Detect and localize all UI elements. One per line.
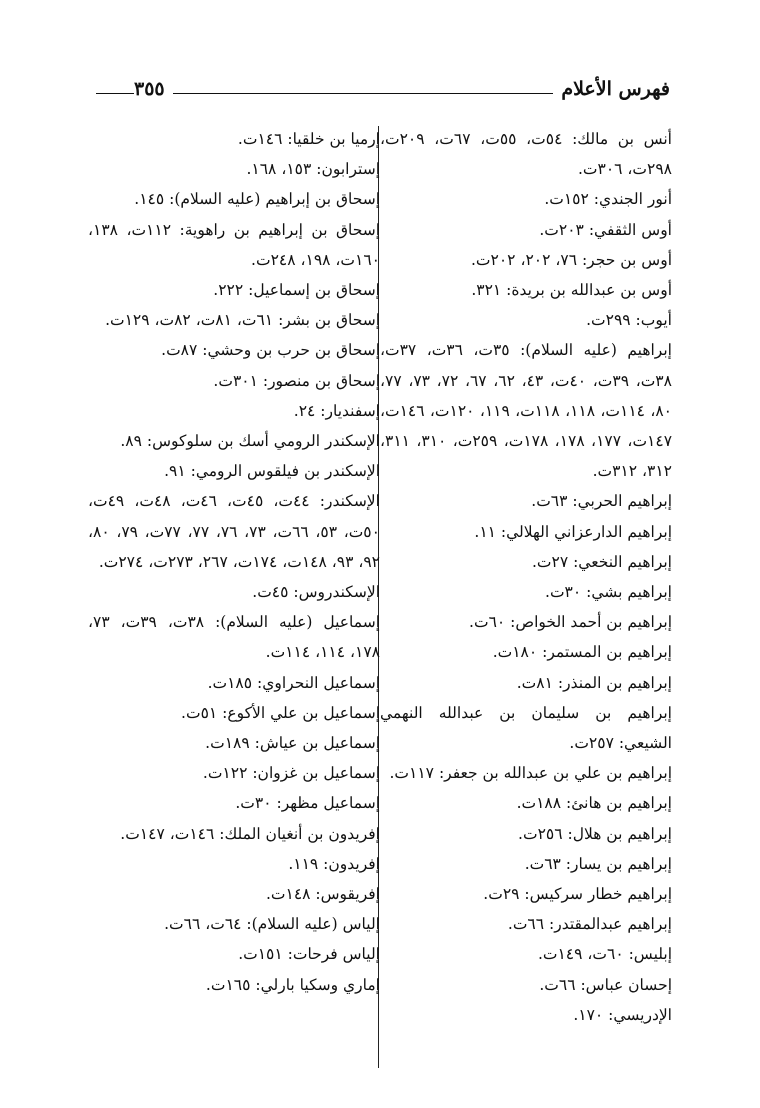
index-entry: إبراهيم بن هلال: ٢٥٦ت. xyxy=(518,824,672,843)
index-entry: إماري وسكيا بارلي: ١٦٥ت. xyxy=(205,975,380,994)
index-entry: إلياس (عليه السلام): ٦٤ت، ٦٦ت. xyxy=(164,915,380,934)
index-entry: أوس بن حجر: ٧٦، ٢٠٢، ٢٠٢ت. xyxy=(471,250,672,269)
index-entry: إرميا بن خلقيا: ١٤٦ت. xyxy=(237,130,380,148)
index-entry: أنس بن مالك: ٥٤ت، ٥٥ت، ٦٧ت، ٢٠٩ت، ٢٩٨ت، ٣٠٦ت. xyxy=(380,130,672,179)
index-entry: إبراهيم الدارعزاني الهلالي: ١١. xyxy=(474,522,672,541)
index-entry: إبراهيم بشي: ٣٠ت. xyxy=(545,583,672,602)
index-entry: إبراهيم (عليه السلام): ٣٥ت، ٣٦ت، ٣٧ت، ٣٨ت، ٣٩ت، ٤٠ت، ٤٣، ٦٢، ٦٧، ٧٢، ٧٣، ٧٧، ٨٠، ١١٤ت، ١١٨، ١١٨ت، ١١٩، ١٢٠ت، ١٤٦ت، ١٤٧ت، ١٧٧، ١٧٨، ١٧٨ت، ٢٥٩ت، ٣١٠، ٣١١، ٣١٢، ٣١٢ت. xyxy=(380,341,673,481)
index-entry: أنور الجندي: ١٥٢ت. xyxy=(544,190,672,209)
index-entry: إبراهيم بن سليمان بن عبدالله النهمي الشيعي: ٢٥٧ت. xyxy=(380,703,672,753)
index-entry: إبراهيم الحربي: ٦٣ت. xyxy=(531,492,672,511)
index-entry: إسماعيل بن عياش: ١٨٩ت. xyxy=(205,734,380,753)
index-entry: إبراهيم عبدالمقتدر: ٦٦ت. xyxy=(507,915,672,934)
index-entry: إلياس فرحات: ١٥١ت. xyxy=(238,945,380,964)
index-entry: إسماعيل بن غزوان: ١٢٢ت. xyxy=(202,764,380,783)
index-entry: إبراهيم بن المنذر: ٨١ت. xyxy=(516,673,672,692)
index-entry: إسحاق بن منصور: ٣٠١ت. xyxy=(213,371,380,390)
index-entry: إفريدون: ١١٩. xyxy=(288,854,380,873)
index-entry: إسفنديار: ٢٤. xyxy=(293,401,380,420)
index-entry: إسحاق بن إبراهيم (عليه السلام): ١٤٥. xyxy=(134,190,380,209)
index-entry: إسماعيل مظهر: ٣٠ت. xyxy=(235,794,380,813)
index-entry: إحسان عباس: ٦٦ت. xyxy=(539,975,672,994)
index-entry: أوس بن عبدالله بن بريدة: ٣٢١. xyxy=(471,281,672,300)
index-entry: إسترابون: ١٥٣، ١٦٨. xyxy=(246,160,380,179)
index-entry: إسحاق بن بشر: ٦١ت، ٨١ت، ٨٢ت، ١٢٩ت. xyxy=(105,311,380,330)
index-entry: إسماعيل بن علي الأكوع: ٥١ت. xyxy=(181,703,380,722)
index-column-right xyxy=(380,124,672,1030)
index-entry: إفريقوس: ١٤٨ت. xyxy=(265,885,380,904)
index-entry: إبراهيم خطار سركيس: ٢٩ت. xyxy=(483,885,672,904)
index-entry: الإسكندر الرومي أسك بن سلوكوس: ٨٩. xyxy=(120,432,380,451)
index-entry: الإسكندروس: ٤٥ت. xyxy=(252,583,380,602)
header-rule xyxy=(173,93,554,94)
index-entry: إبراهيم بن هانئ: ١٨٨ت. xyxy=(516,794,672,813)
index-entry: أوس الثقفي: ٢٠٣ت. xyxy=(539,220,672,239)
index-entry: إفريدون بن أنغيان الملك: ١٤٦ت، ١٤٧ت. xyxy=(120,824,380,843)
index-entry: أيوب: ٢٩٩ت. xyxy=(586,311,672,330)
index-column-left xyxy=(88,124,380,1000)
page-header xyxy=(88,66,670,106)
index-entry: إسحاق بن إسماعيل: ٢٢٢. xyxy=(213,281,380,300)
index-entry: الإسكندر: ٤٤ت، ٤٥ت، ٤٦ت، ٤٨ت، ٤٩ت، ٥٠ت، ٥٣، ٦٦ت، ٧٣، ٧٦، ٧٧، ٧٧ت، ٧٩، ٨٠، ٩٢، ٩٣، ١٤٨ت، ١٧٤ت، ٢٦٧، ٢٧٣ت، ٢٧٤ت. xyxy=(88,492,380,571)
index-entry: إبراهيم بن المستمر: ١٨٠ت. xyxy=(492,643,672,662)
index-entry: الإدريسي: ١٧٠. xyxy=(573,1005,672,1024)
index-entry: إسحاق بن إبراهيم بن راهوية: ١١٢ت، ١٣٨، ١٦٠ت، ١٩٨، ٢٤٨ت. xyxy=(88,220,380,269)
page-number: ٣٥٥ xyxy=(134,78,165,100)
index-entry: إبراهيم بن يسار: ٦٣ت. xyxy=(524,854,672,873)
index-entry: إبراهيم بن علي بن عبدالله بن جعفر: ١١٧ت. xyxy=(389,764,672,783)
index-entry: إسماعيل النحراوي: ١٨٥ت. xyxy=(207,673,380,692)
index-entry: إبراهيم النخعي: ٢٧ت. xyxy=(531,552,672,571)
header-dash xyxy=(96,93,134,94)
index-entry: الإسكندر بن فيلقوس الرومي: ٩١. xyxy=(164,462,380,481)
index-entry: إبراهيم بن أحمد الخواص: ٦٠ت. xyxy=(469,613,672,632)
index-entry: إبليس: ٦٠ت، ١٤٩ت. xyxy=(537,945,672,964)
index-entry: إسماعيل (عليه السلام): ٣٨ت، ٣٩ت، ٧٣، ١٧٨، ١١٤، ١١٤ت. xyxy=(88,613,381,662)
running-title: فهرس الأعلام xyxy=(561,78,670,100)
index-entry: إسحاق بن حرب بن وحشي: ٨٧ت. xyxy=(161,341,380,360)
